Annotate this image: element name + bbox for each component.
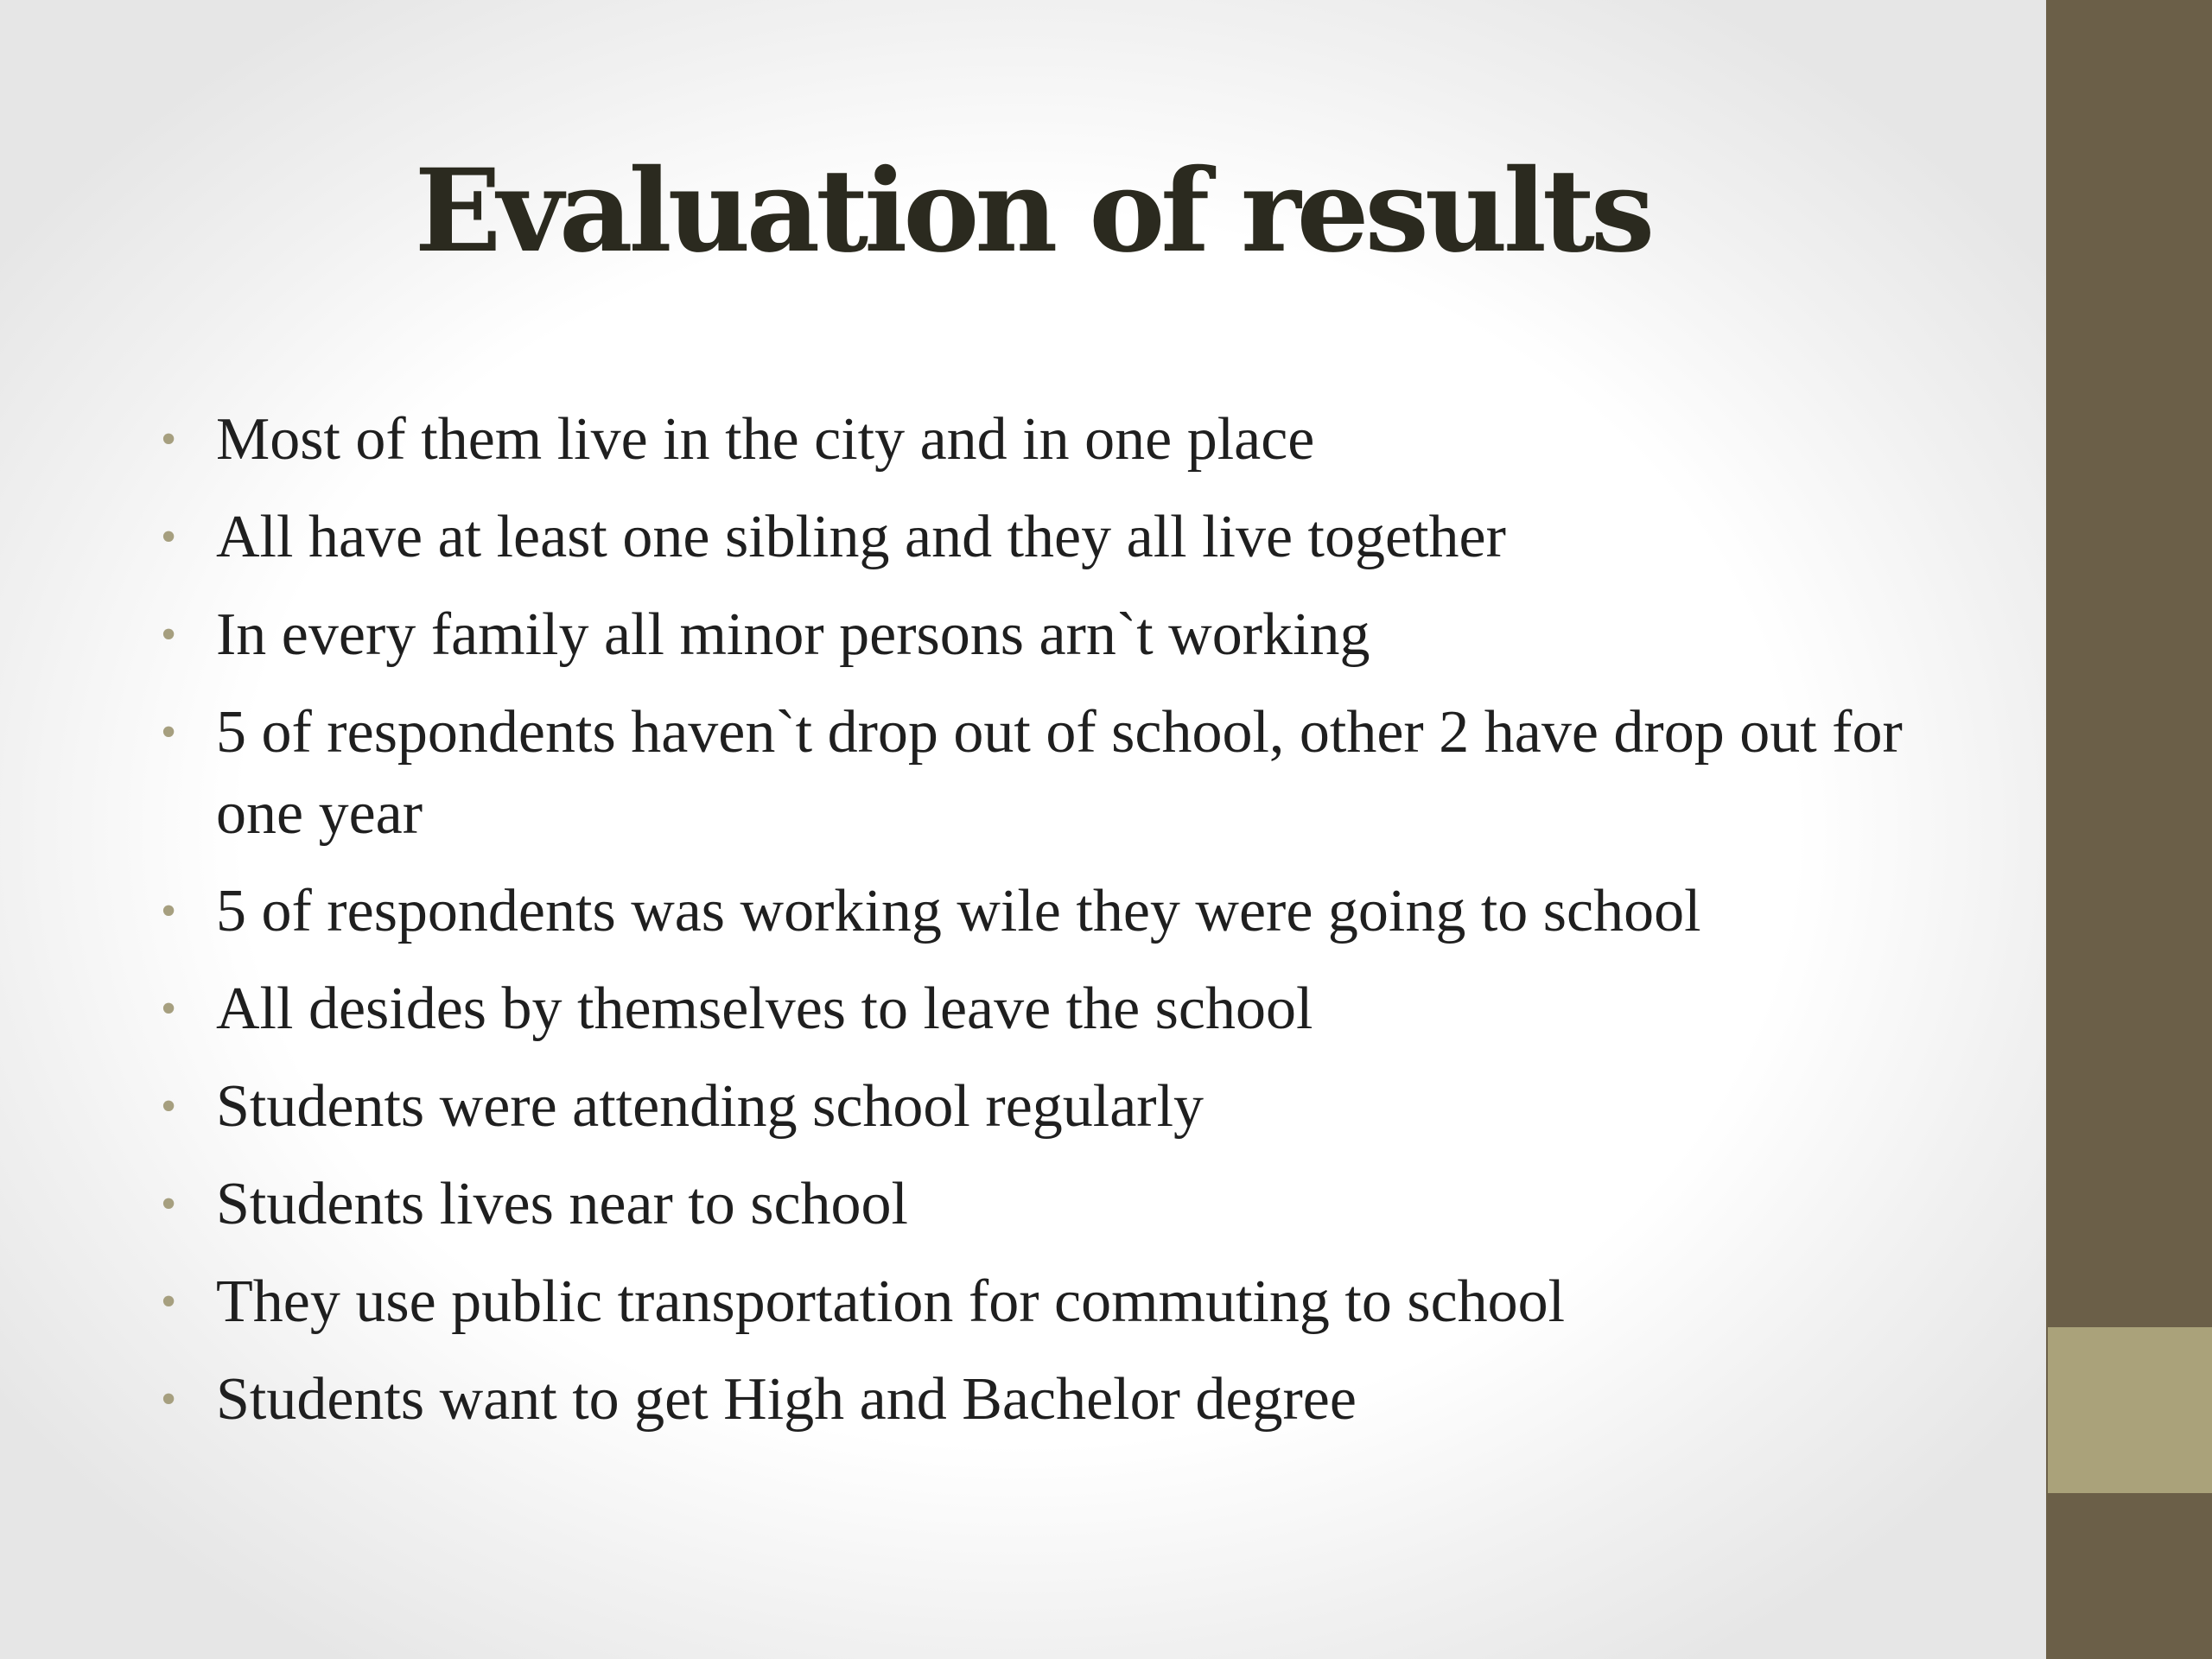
bullet-list (161, 399, 1932, 1457)
bullet-text: In every family all minor persons arn`t working (216, 601, 1370, 668)
bullet-item (161, 1066, 1932, 1147)
bullet-item (161, 871, 1932, 952)
bullet-text: 5 of respondents was working wile they were going to school (216, 878, 1701, 944)
bullet-item (161, 1164, 1932, 1245)
bullet-text: Students want to get High and Bachelor degree (216, 1366, 1357, 1433)
bullet-item (161, 692, 1932, 855)
bullet-item (161, 969, 1932, 1050)
bullet-marker: • (161, 415, 177, 464)
bullet-item (161, 1359, 1932, 1440)
bullet-marker: • (161, 887, 177, 936)
bullet-text: Students were attending school regularly (216, 1073, 1205, 1140)
bullet-marker: • (161, 610, 177, 659)
bullet-item (161, 497, 1932, 578)
bullet-text: Most of them live in the city and in one place (216, 406, 1315, 473)
bullet-marker: • (161, 984, 177, 1033)
side-accent-block (2048, 1327, 2212, 1493)
bullet-marker: • (161, 1082, 177, 1131)
bullet-text: Students lives near to school (216, 1171, 909, 1237)
bullet-marker: • (161, 708, 177, 757)
bullet-marker: • (161, 1375, 177, 1424)
bullet-text: They use public transportation for commuting to school (216, 1268, 1566, 1335)
bullet-item (161, 399, 1932, 480)
bullet-text: All have at least one sibling and they all live together (216, 504, 1506, 570)
slide-title: Evaluation of results (414, 144, 1651, 278)
bullet-item (161, 594, 1932, 676)
bullet-marker: • (161, 512, 177, 562)
bullet-marker: • (161, 1277, 177, 1326)
bullet-text: All desides by themselves to leave the school (216, 976, 1313, 1042)
bullet-marker: • (161, 1179, 177, 1229)
bullet-item (161, 1262, 1932, 1343)
bullet-text: 5 of respondents haven`t drop out of school, other 2 have drop out for one year (216, 699, 1903, 847)
